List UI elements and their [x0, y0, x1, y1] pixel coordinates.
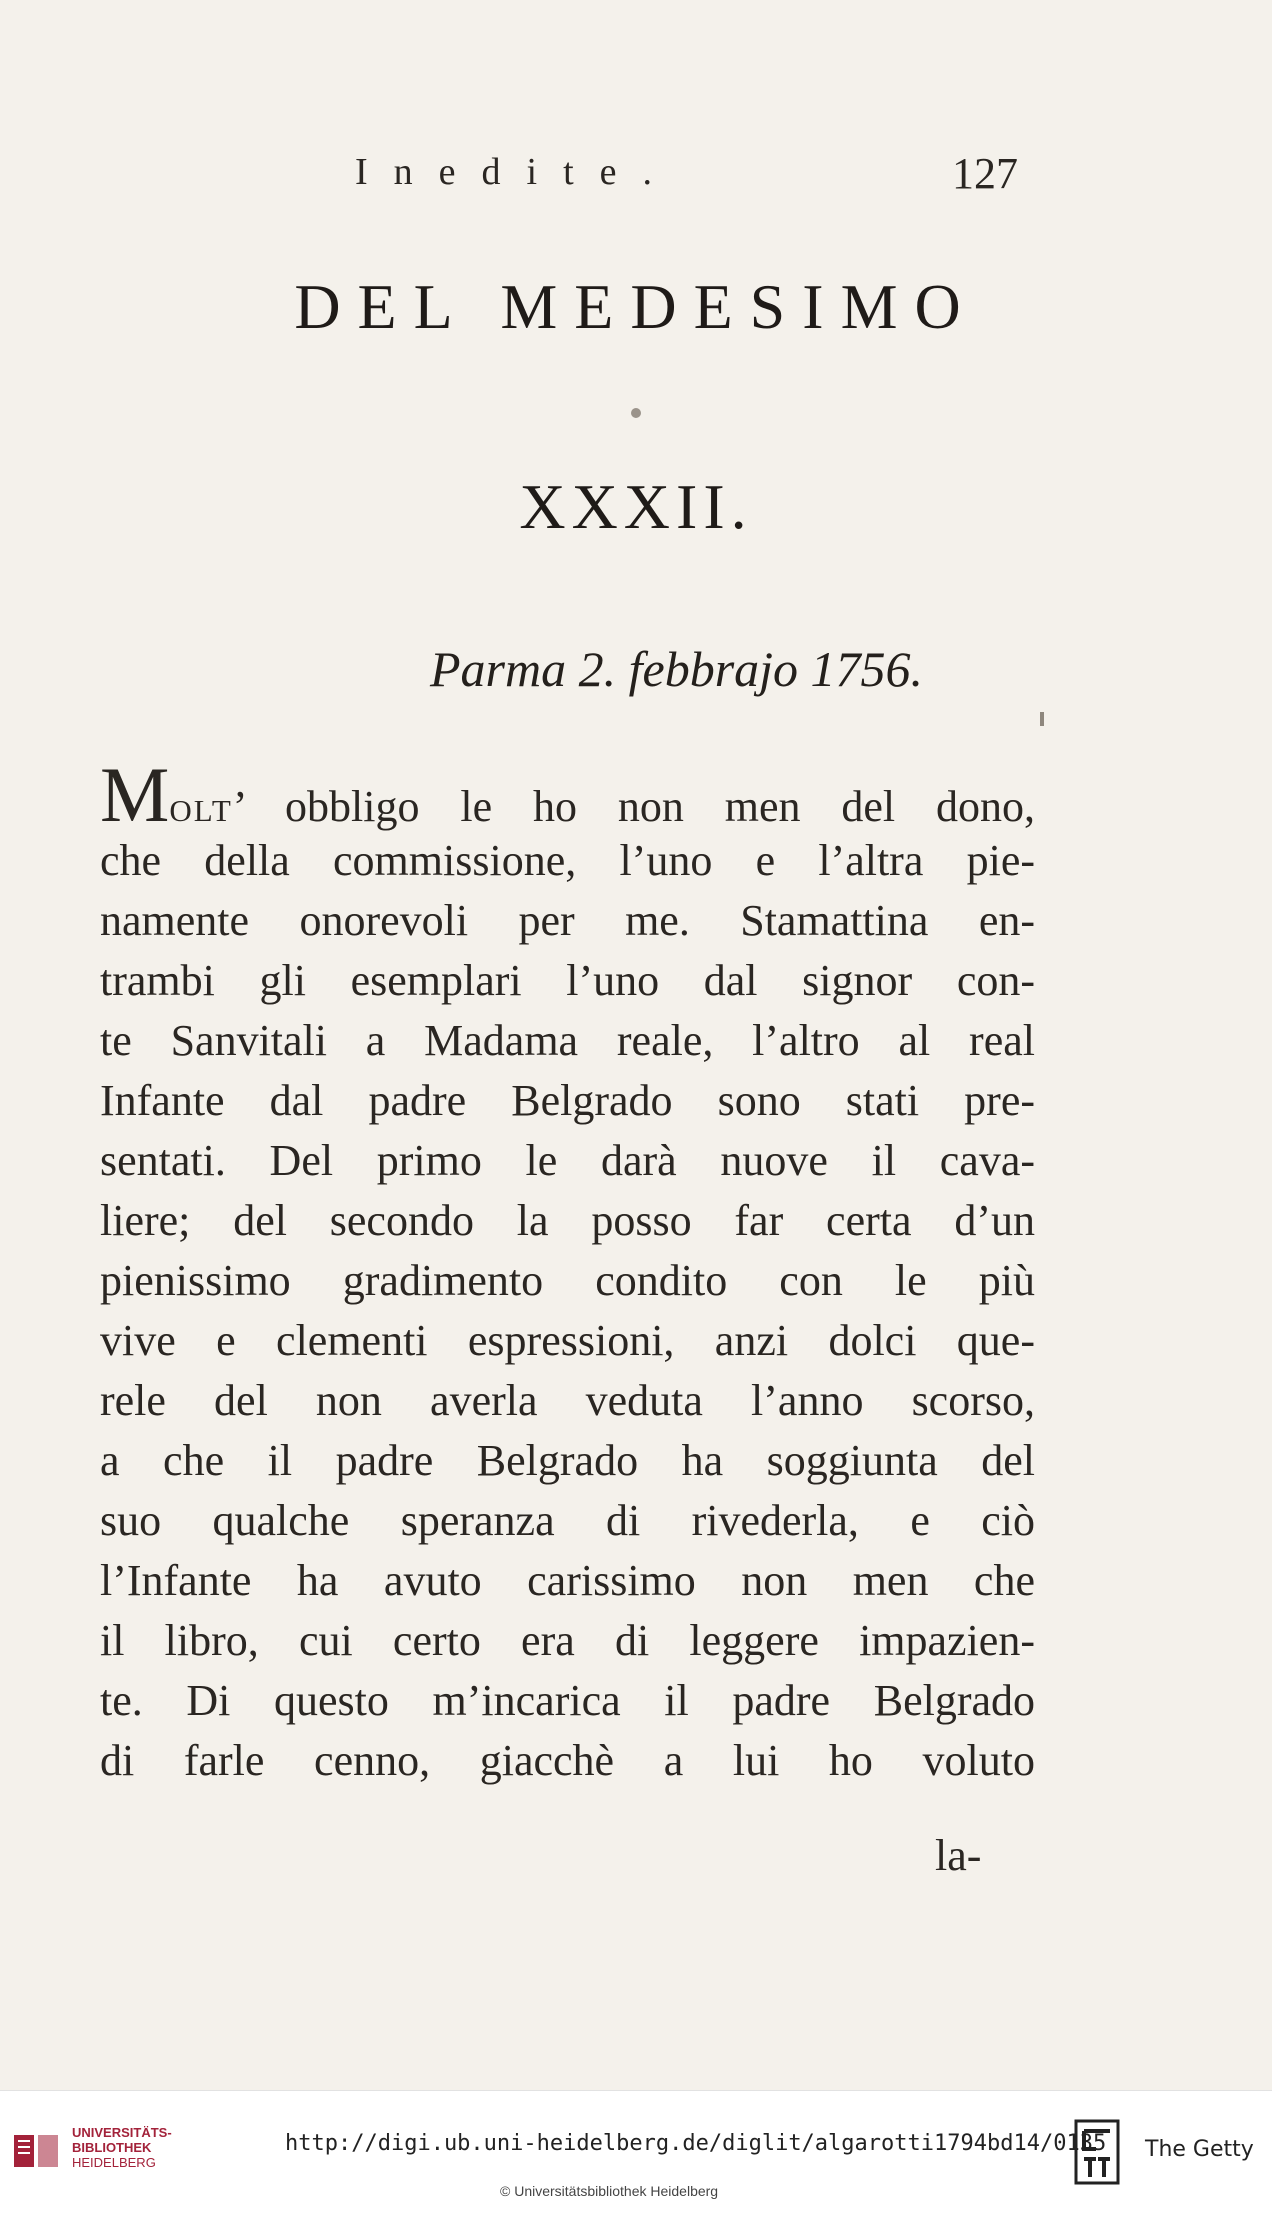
text-line: pienissimo gradimento condito con le più: [100, 1256, 1035, 1305]
text-line: namente onorevoli per me. Stamattina en-: [100, 896, 1035, 945]
text-line: di farle cenno, giacchè a lui ho voluto: [100, 1736, 1035, 1785]
copyright-notice: © Universitätsbibliothek Heidelberg: [500, 2183, 719, 2199]
running-head: Inedite.: [355, 151, 679, 193]
letter-number: XXXII.: [519, 471, 753, 542]
dateline: Parma 2. febbrajo 1756.: [430, 641, 924, 697]
text-line: te Sanvitali a Madama reale, l’altro al real: [100, 1016, 1035, 1065]
text-line: Infante dal padre Belgrado sono stati pre-: [100, 1076, 1035, 1125]
text-line: a che il padre Belgrado ha soggiunta del: [100, 1436, 1035, 1485]
text-line: [100, 751, 1035, 838]
catchword: la-: [935, 1831, 982, 1880]
text-line: l’Infante ha avuto carissimo non men che: [100, 1556, 1035, 1605]
footer-bar: [0, 2090, 1272, 2218]
ornament-dot: [631, 408, 641, 418]
text-line: sentati. Del primo le darà nuove il cava-: [100, 1136, 1035, 1185]
drop-cap: M: [100, 751, 170, 838]
getty-logo-icon: [1074, 2119, 1120, 2185]
text-line: liere; del secondo la posso far certa d’un: [100, 1196, 1035, 1245]
small-caps: olt: [169, 782, 233, 831]
text-line: rele del non averla veduta l’anno scorso,: [100, 1376, 1035, 1425]
getty-label: The Getty: [1145, 2137, 1254, 2162]
page-title: DEL MEDESIMO: [294, 271, 978, 342]
text-line: trambi gli esemplari l’uno dal signor con-: [100, 956, 1035, 1005]
text-line: vive e clementi espressioni, anzi dolci que-: [100, 1316, 1035, 1365]
letter-body: [100, 751, 1035, 1791]
text-line: suo qualche speranza di rivederla, e ciò: [100, 1496, 1035, 1545]
library-line: BIBLIOTHEK: [72, 2140, 152, 2155]
text-line: te. Di questo m’incarica il padre Belgrado: [100, 1676, 1035, 1725]
first-line-rest: ’ obbligo le ho non men del dono,: [232, 782, 1035, 831]
permalink-url[interactable]: http://digi.ub.uni-heidelberg.de/diglit/algarotti1794bd14/0135: [285, 2131, 1107, 2156]
page-number: 127: [952, 149, 1018, 198]
text-line: il libro, cui certo era di leggere impazien-: [100, 1616, 1035, 1665]
text-line: che della commissione, l’uno e l’altra pie-: [100, 836, 1035, 885]
library-line: HEIDELBERG: [72, 2155, 156, 2170]
library-line: UNIVERSITÄTS-: [72, 2125, 172, 2140]
university-library-logo-icon: [12, 2131, 60, 2171]
library-name: [72, 2125, 172, 2170]
stray-mark: [1040, 712, 1044, 726]
